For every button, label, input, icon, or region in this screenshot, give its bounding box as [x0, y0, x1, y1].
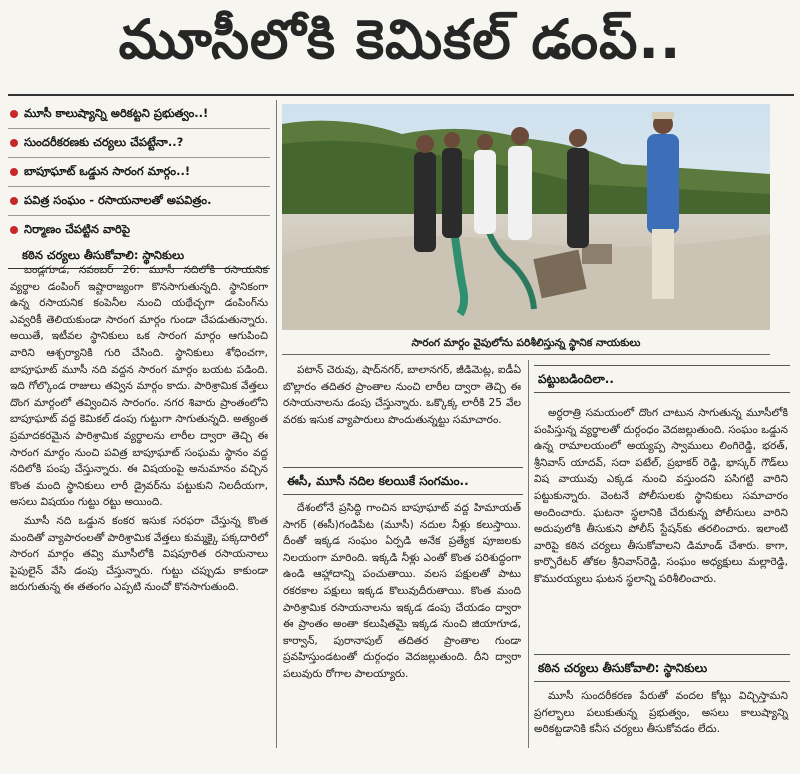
paragraph: దేశంలోనే ప్రసిద్ధి గాంచిన బాపూఘాట్ వద్ద హిమాయత్ సాగర్ (ఈసీ)గండిపేట (మూసీ) నదుల నీళ్లు కలుస్తాయి. దీంతో ఇక్కడ సంఘం ఏర్పడి అనేక ప్రత్యేక పూజలకు నిలయంగా మారింది. ఇక్కడి నీళ్లు ఎంతో కొంత పరిశుద్ధంగా ఉండి ఆహ్లాదాన్ని పంచుతాయి. వలస పక్షులతో పాటు రకరకాల పక్షులు ఇక్కడ కొలువుదీరుతాయి. కొంత మంది పారిశ్రామిక రసాయనాలను ఇక్కడ డంపు చేయడం ద్వారా ఈ ప్రాంతం అంతా కలుషితమై ఇక్కడ నుంచి జియాగూడ, కార్వాన్, పురానాపుల్ తదితర ప్రాంతాల గుండా ప్రవహిస్తుండటంతో దుర్గంధం వెదజల్లుతుంది. దీని ద్వారా పలువురు రోగాల పాలయ్యారు. — [283, 502, 521, 680]
subheading: కఠిన చర్యలు తీసుకోవాలి: స్థానికులు — [534, 654, 790, 682]
bullet-dot-icon — [10, 139, 18, 147]
photo-caption: సారంగ మార్గం వైపులోను పరిశీలిస్తున్న స్థానిక నాయకులు — [282, 332, 770, 355]
paragraph: బండ్లగూడ, నవంబర్ 26: మూసీ నదిలోకి రసాయనిక వ్యర్థాల డంపింగ్ ఇష్టారాజ్యంగా కొనసాగుతున్నది. స్థానికంగా ఉన్న రసాయనిక కంపెనీల నుంచి యథేచ్ఛగా డంపింగ్‌ను ఎవ్వరికీ తెలియకుండా సారంగ మార్గం గుండా చేపడుతున్నారు. అయితే, ఇటీవల స్థానికులు ఒక సారంగ మార్గం ఆగుపించి వారిని ఆశ్చర్యానికి గురి చేసింది. స్థానికులు శోధించగా, బాపూఘాట్ మూసీ నది వద్దన సారంగ మార్గం బయట పడింది. ఇది గోల్కొండ రాజులు తవ్విన మార్గం కాదు. పారిశ్రామిక వేత్తలు దొంగ మార్గంలో తవ్వించిన సారంగం. నగర శివారు ప్రాంతంలోని బాపూఘాట్ వద్ద కెమికల్ డంపు గుట్టుగా సాగుతున్నది. అత్యంత ప్రమాదకరమైన పారిశ్రామిక వ్యర్థాలను లారీల ద్వారా తెచ్చి ఈ సారంగ మార్గం నుంచి పవిత్ర బాపూఘాట్ సంఘమ స్థానం వద్ద నదిలోకి పంపు చేస్తున్నారు. ఈ విషయంపై అనుమానం వచ్చిన కొంత మంది స్థానికులు లారీ డ్రైవర్‌ను పట్టుకుని నిలదీయగా, అసలు విషయం గుట్టు రట్టు అయింది. — [10, 264, 268, 509]
headline: మూసీలోకి కెమికల్ డంప్.. — [118, 7, 682, 71]
bullet-dot-icon — [10, 197, 18, 205]
bullet-dot-icon — [10, 110, 18, 118]
headline-rule — [8, 94, 794, 96]
bullet-list — [8, 100, 270, 269]
bullet-dot-icon — [10, 226, 18, 234]
article-column-3 — [534, 405, 788, 590]
article-column-2b — [283, 500, 521, 685]
paragraph: మూసీ సుందరీకరణ పేరుతో వందల కోట్లు విచ్చిస్తామని ప్రగల్భాలు పలుకుతున్న ప్రభుత్వం, అసలు కాలుష్యాన్ని అరికట్టడానికి కనీస చర్యలు తీసుకోవడం లేదు. — [534, 690, 788, 736]
photo-illustration — [282, 104, 770, 330]
article-column-3b — [534, 688, 788, 740]
bullet-item: సుందరీకరణకు చర్యలు చేపట్టేనా..? — [8, 129, 270, 158]
subheading: పట్టుబడిందిలా.. — [534, 365, 790, 393]
column-divider — [276, 100, 277, 748]
bullet-continuation: కఠిన చర్యలు తీసుకోవాలి: స్థానికులు — [8, 244, 270, 269]
bullet-item: బాపూఘాట్ ఒడ్డున సారంగ మార్గం..! — [8, 158, 270, 187]
subheading: ఈసీ, మూసీ నదిల కలయికే సంగమం.. — [283, 467, 523, 495]
bullet-item: పవిత్ర సంఘం - రసాయనాలతో అపవిత్రం. — [8, 187, 270, 216]
article-column-1 — [10, 262, 268, 598]
paragraph: అర్ధరాత్రి సమయంలో దొంగ చాటున సాగుతున్న మూసీలోకి పంపిస్తున్న వ్యర్థాలతో దుర్గంధం వెదజల్లుతుంది. సంఘం ఒడ్డున ఉన్న రామాలయంలో అయ్యప్ప స్వాములు లింగిరెడ్డి, భరత్, శ్రీనివాస్ యాదవ్, సదా పటేల్, ప్రభాకర్ రెడ్డి, భాస్కర్ గౌడ్‌లు విష వాయువు ఎక్కడ నుంచి వస్తుందని పసిగట్టి వారిని పట్టుకున్నారు. వెంటనే పోలీసులకు స్థానికులు సమాచారం అందించారు. ఘటనా స్థలానికి చేరుకున్న పోలీసులు వారిని అదుపులోకి తీసుకుని పోలీస్ స్టేషన్‌కు తరలించారు. ఇలాంటి వారిపై కఠిన చర్యలు తీసుకోవాలని డిమాండ్ చేశారు. కాగా, కార్పొరేటర్ తోకల శ్రీనివాస్‌రెడ్డి, సంఘం అధ్యక్షులు మల్లారెడ్డి, కొమురయ్యలు ఘటన స్థలాన్ని పరిశీలించారు. — [534, 407, 788, 585]
news-photo — [282, 104, 770, 330]
bullet-item: నిర్మాణం చేపట్టిన వారిపై — [8, 216, 270, 244]
column-divider — [528, 360, 529, 748]
bullet-item: మూసీ కాలుష్యాన్ని అరికట్టని ప్రభుత్వం..! — [8, 100, 270, 129]
paragraph: పటాన్ చెరువు, షాద్‌నగర్, బాలానగర్, జీడిమెట్ల, ఐడీఏ బొల్లారం తదితర ప్రాంతాల నుంచి లారీల ద్వారా తెచ్చి ఈ రసాయనాలను డంపు చేస్తున్నారు. ఒక్కొక్క లారీకి 25 వేల వరకు ఇసుక వ్యాపారులు పొందుతున్నట్టు సమాచారం. — [283, 364, 521, 426]
article-column-2 — [283, 362, 521, 430]
paragraph: మూసీ నది ఒడ్డున కంకర ఇసుక సరఫరా చేస్తున్న కొంత మందితో వ్యాపారంలతో పారిశ్రామిక వేత్తలు కుమ్మక్కై పక్కదారిలో సారంగ మార్గం తవ్వి మూసీలోకి విషపూరిత రసాయనాలు పైపులైన్ వేసి డంపు చేస్తున్నారు. గుట్టు చప్పుడు కాకుండా జరుగుతున్న ఈ తతంగం ఎప్పటి నుంచో కొనసాగుతుంది. — [10, 514, 268, 594]
bullet-dot-icon — [10, 168, 18, 176]
